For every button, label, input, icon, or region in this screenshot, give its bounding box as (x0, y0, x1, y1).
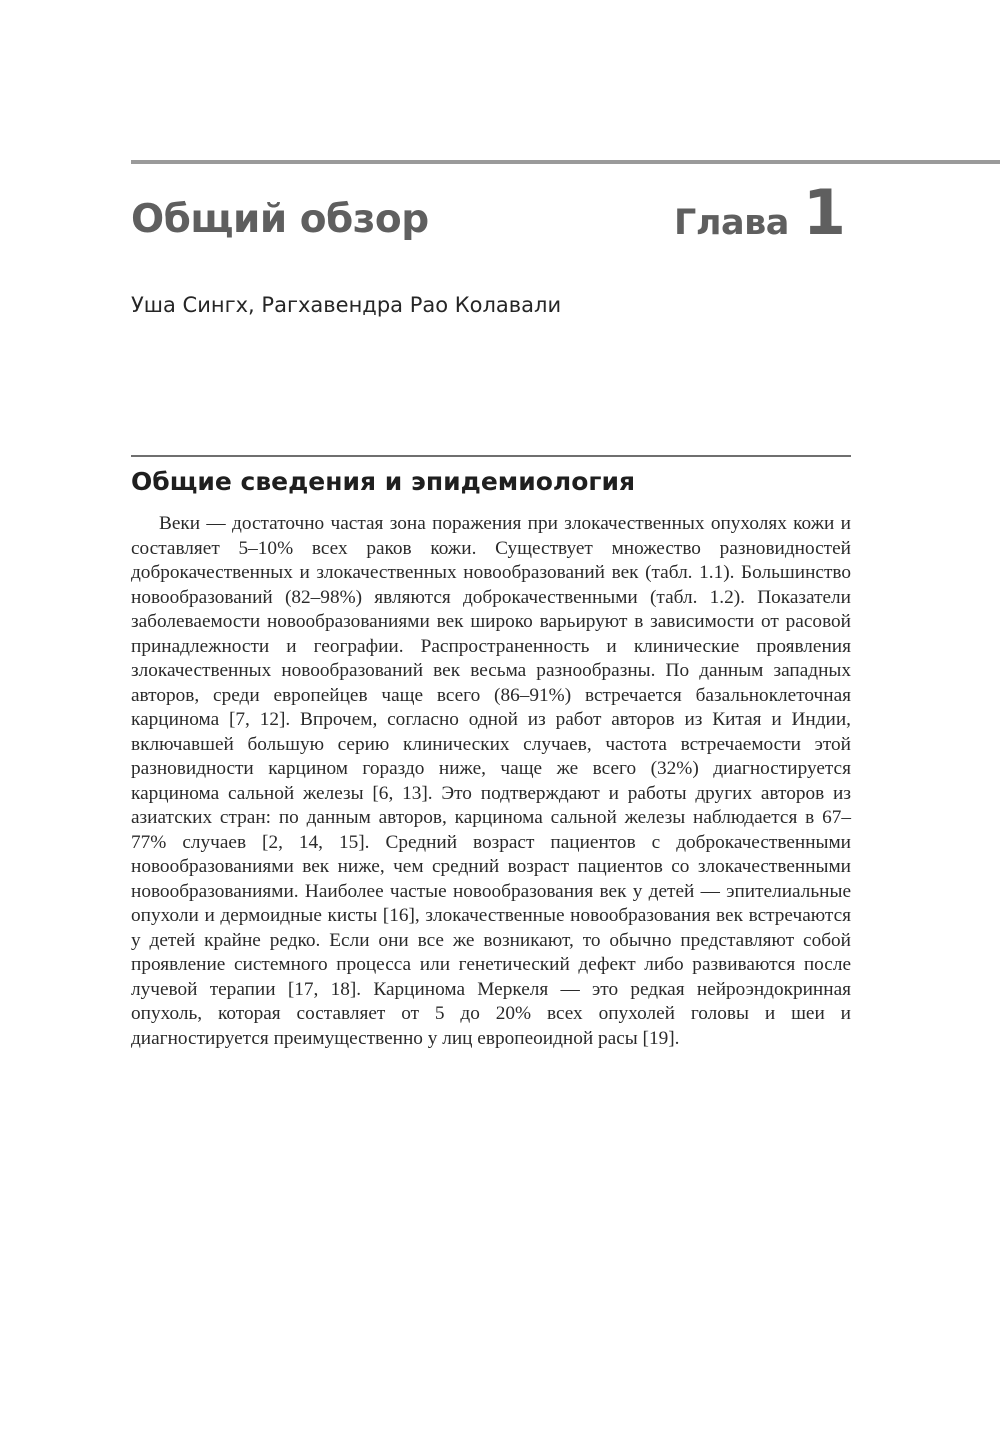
section-title: Общие сведения и эпидемиология (131, 467, 636, 496)
section-rule (131, 455, 851, 457)
chapter-label (674, 176, 846, 249)
chapter-word: Глава (674, 203, 789, 243)
section-paragraph: Веки — достаточно частая зона поражения при злокачественных опухолях кожи и составляет 5–10% всех раков кожи. Существует множество разновидностей доброкачественных и злокачественных новообразований век (табл. 1.1). Большинство новообразований (82–98%) являются доброкачественными (табл. 1.2). Показатели заболеваемости новообразованиями век широко варьируют в зависимости от расовой принадлежности и географии. Распространенность и клинические проявления злокачественных новообразований век весьма разнообразны. По данным западных авторов, среди европейцев чаще всего (86–91%) встречается базальноклеточная карцинома [7, 12]. Впрочем, согласно одной из работ авторов из Китая и Индии, включавшей большую серию клинических случаев, частота встречаемости этой разновидности карцином гораздо ниже, чаще же всего (32%) диагностируется карцинома сальной железы [6, 13]. Это подтверждают и работы других авторов из азиатских стран: по данным авторов, карцинома сальной железы наблюдается в 67–77% случаев [2, 14, 15]. Средний возраст пациентов с доброкачественными новообразованиями век ниже, чем средний возраст пациентов со злокачественными новообразованиями. Наиболее частые новообразования век у детей — эпителиальные опухоли и дермоидные кисты [16], злокачественные новообразования век встречаются у детей крайне редко. Если они все же возникают, то обычно представляют собой проявление системного процесса или генетический дефект либо развиваются после лучевой терапии [17, 18]. Карцинома Меркеля — это редкая нейроэндокринная опухоль, которая составляет от 5 до 20% всех опухолей головы и шеи и диагностируется преимущественно у лиц европеоидной расы [19]. (131, 513, 851, 1049)
chapter-number: 1 (802, 176, 846, 249)
chapter-authors: Уша Сингх, Рагхавендра Рао Колавали (131, 293, 562, 317)
chapter-top-rule (131, 160, 1000, 164)
chapter-title: Общий обзор (131, 197, 429, 242)
